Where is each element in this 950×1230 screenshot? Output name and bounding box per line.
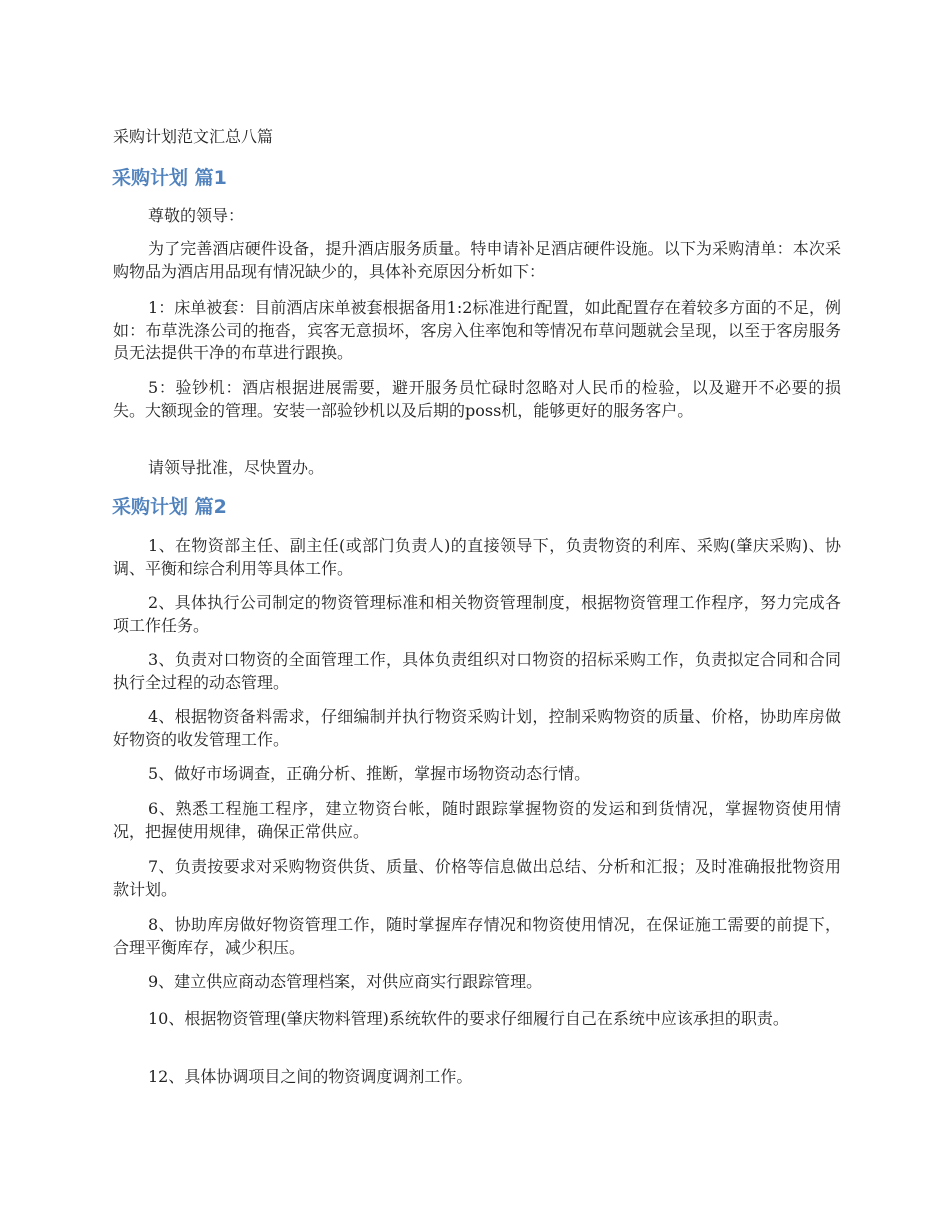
paragraph: 6、熟悉工程施工程序，建立物资台帐，随时跟踪掌握物资的发运和到货情况，掌握物资使用情况，把握使用规律，确保正常供应。 <box>113 799 841 841</box>
paragraph: 尊敬的领导： <box>148 206 245 225</box>
paragraph: 1、在物资部主任、副主任(或部门负责人)的直接领导下，负责物资的利库、采购(肇庆采购)、协调、平衡和综合利用等具体工作。 <box>113 536 841 578</box>
paragraph: 5、做好市场调查，正确分析、推断，掌握市场物资动态行情。 <box>148 764 591 783</box>
paragraph: 9、建立供应商动态管理档案，对供应商实行跟踪管理。 <box>148 972 543 991</box>
paragraph: 5：验钞机：酒店根据进展需要，避开服务员忙碌时忽略对人民币的检验，以及避开不必要的损失。大额现金的管理。安装一部验钞机以及后期的poss机，能够更好的服务客户。 <box>113 378 841 420</box>
paragraph: 10、根据物资管理(肇庆物料管理)系统软件的要求仔细履行自己在系统中应该承担的职责。 <box>148 1009 789 1028</box>
paragraph: 12、具体协调项目之间的物资调度调剂工作。 <box>148 1067 473 1086</box>
paragraph: 3、负责对口物资的全面管理工作，具体负责组织对口物资的招标采购工作，负责拟定合同和合同执行全过程的动态管理。 <box>113 650 841 692</box>
paragraph: 请领导批准，尽快置办。 <box>148 458 325 477</box>
paragraph: 2、具体执行公司制定的物资管理标准和相关物资管理制度，根据物资管理工作程序，努力完成各项工作任务。 <box>113 593 841 635</box>
paragraph: 1：床单被套：目前酒店床单被套根据备用1:2标准进行配置，如此配置存在着较多方面的不足，例如：布草洗涤公司的拖沓，宾客无意损坏，客房入住率饱和等情况布草问题就会呈现，以至于客房服务员无法提供干净的布草进行跟换。 <box>113 298 841 362</box>
document-title: 采购计划范文汇总八篇 <box>113 127 274 146</box>
paragraph: 7、负责按要求对采购物资供货、质量、价格等信息做出总结、分析和汇报；及时准确报批物资用款计划。 <box>113 857 841 899</box>
paragraph: 为了完善酒店硬件设备，提升酒店服务质量。特申请补足酒店硬件设施。以下为采购清单：本次采购物品为酒店用品现有情况缺少的，具体补充原因分析如下： <box>113 239 841 281</box>
paragraph: 8、协助库房做好物资管理工作，随时掌握库存情况和物资使用情况，在保证施工需要的前提下，合理平衡库存，减少积压。 <box>113 915 841 957</box>
section-heading-2: 采购计划 篇2 <box>112 496 227 518</box>
paragraph: 4、根据物资备料需求，仔细编制并执行物资采购计划，控制采购物资的质量、价格，协助库房做好物资的收发管理工作。 <box>113 707 841 749</box>
section-heading-1: 采购计划 篇1 <box>112 167 227 189</box>
